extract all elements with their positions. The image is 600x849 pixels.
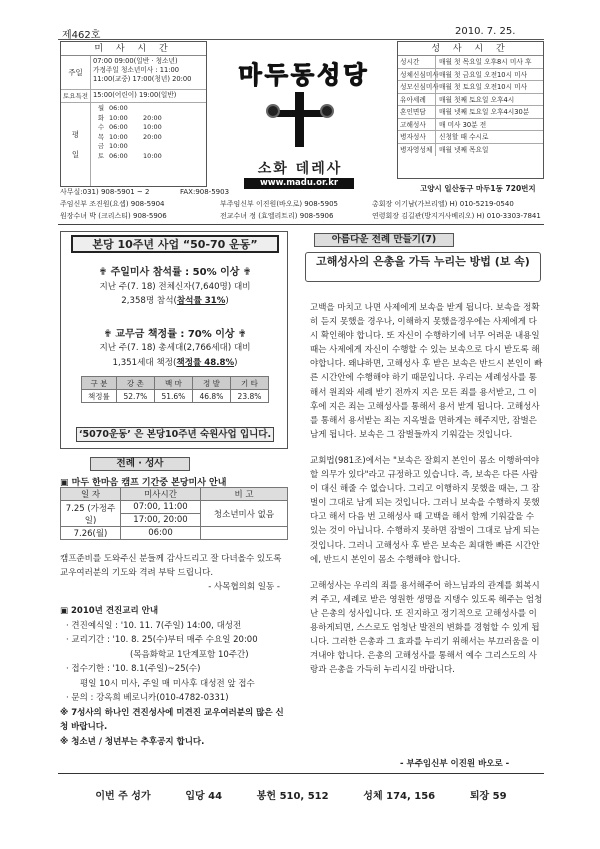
table-cell: 52.7% <box>116 390 154 403</box>
confirmation-line: · 접수기한 : '10. 8.1(주일)~25(수) <box>66 664 201 674</box>
contact-list <box>60 186 544 222</box>
weekday-times <box>91 103 206 186</box>
confirmation-line: (목음화학교 1단계포함 10주간) <box>130 649 249 660</box>
weekday: 월 <box>97 104 105 112</box>
table-cell <box>201 527 288 540</box>
mass-schedule-box <box>60 41 207 187</box>
article-paragraph: 교회법(981조)에서는 "보속은 잘회지 본인이 몸소 이행하여야 할 의무가 있다"라고 규정하고 있습니다. 즉, 보속은 다른 사람이 대신 해줄 수 없습니다. 그리고 이행하지 못했을 때는, 그 잠벌이 그대로 남게 되는 것입니다. 그러니 보속을 수행하지 못했다고 해서 다음 번 고해성사 때 고백을 해서 함께 기워갚을 수 있는 것이 아닙니다. 수행하지 못하면 잠벌이 그대로 남게 되는 것입니다. 그러니 고해성사 후 받은 보속은 최대한 빠른 시간안에, 반드시 본인이 몸소 수행해야 합니다. <box>310 455 540 565</box>
contact-item: 원장수녀 박 (크리스티) 908-5906 <box>60 212 167 220</box>
hymn-footer <box>58 787 544 802</box>
sacrament-row <box>398 94 543 107</box>
sacrament-time: 매월 넷째 토요일 오후4시30분 <box>439 108 530 116</box>
sacrament-row <box>398 81 543 94</box>
table-header: 일 자 <box>61 488 121 501</box>
mass-row-label: 주일 <box>61 56 91 89</box>
weekday-time: 10:00 <box>109 132 128 141</box>
sacrament-label: 병자영성체 <box>398 144 436 157</box>
sacrament-label: 유아세례 <box>398 94 436 106</box>
table-cell: 17:00, 20:00 <box>121 514 201 527</box>
weekday-time: 06:00 <box>109 104 128 112</box>
weekday-time: 20:00 <box>143 113 162 122</box>
hymn-label: 이번 주 성가 <box>95 791 151 802</box>
liturgy-section-title: 전례 · 성사 <box>90 457 190 471</box>
table-cell: 7.26(월) <box>61 527 121 540</box>
tithe-rate: 책정률 48.8% <box>176 358 235 368</box>
sacrament-label: 병자성사 <box>398 131 436 143</box>
table-cell: 07:00, 11:00 <box>121 501 201 514</box>
camp-notice-sign: - 사목협의회 일동 - <box>208 582 280 592</box>
confirmation-line: · 교리기간 : '10. 8. 25(수)부터 매주 수요일 20:00 <box>66 635 258 645</box>
sacrament-row <box>398 106 543 119</box>
mass-row-saturday <box>61 90 206 103</box>
top-rule <box>58 39 544 40</box>
hymn-offertory <box>257 787 329 802</box>
tithe-goal: ✟ 교무금 책정률 : 70% 이상 ✟ <box>103 329 247 340</box>
camp-mass-table <box>60 487 288 540</box>
sacrament-time: 매월 첫 토요일 오전10시 미사 <box>439 83 528 91</box>
mass-attendance-goal: ✟ 주일미사 참석률 : 50% 이상 ✟ <box>98 267 252 278</box>
mass-row-sunday <box>61 56 206 90</box>
mass-row-weekday <box>61 103 206 186</box>
contact-item: 부주임신부 이진원(바오로) 908-5905 <box>220 200 338 208</box>
weekday: 토 <box>97 151 105 160</box>
table-cell: 23.8% <box>230 390 268 403</box>
weekday: 금 <box>97 142 105 150</box>
article-signature: - 부주임신부 이진원 바오로 - <box>400 759 510 769</box>
contact-item: 전교수녀 정 (효엘리트리) 908-5906 <box>220 212 334 220</box>
sacrament-row <box>398 56 543 69</box>
sacrament-time: 신청할 때 수시로 <box>439 133 489 141</box>
tithe-line: 지난 주(7. 18) 총세대(2,766세대) 대비 <box>99 343 251 353</box>
sacrament-time: 매월 첫 목요일 오후8시 미사 후 <box>439 58 532 66</box>
article-paragraph: 고백을 마치고 나면 사제에게 보속을 받게 됩니다. 보속을 정확히 듣지 못했을 경우나, 이해하지 못했을경우에는 사제에게 다시 확인해야 합니다. 또 자신이 수행하기에 너무 어려운 내용일 때는 사제에게 자신이 수행할 수 있는 보속으로 다시 받도록 해야합니다. 왜냐하면, 고해성사 후 받은 보속은 반드시 본인이 빠른 시간안에 수행해야 하기 때문입니다. 우리는 세례성사를 통해서 원죄와 세례 받기 전까지 지은 모든 죄를 용서받고, 그 이후에 지은 죄는 고해성사를 통해서 용서 받게 됩니다. 고해성사를 통해서 용서받는 죄는 지옥벌을 면하게는 해주지만, 잠벌은 남게 됩니다. 보속은 그 잠벌들까지 기워갚는 것입니다. <box>310 303 543 440</box>
contact-item: 사무실:031) 908-5901 ~ 2 <box>60 188 150 196</box>
weekday-time: 10:00 <box>143 123 162 131</box>
attendance-line: 지난 주(7. 18) 전체신자(7,640명) 대비 <box>99 282 251 292</box>
sacrament-row <box>398 144 543 157</box>
article-body <box>310 301 544 689</box>
slogan-text: ‘5070운동’ 은 본당10주년 숙원사업 입니다. <box>76 427 274 442</box>
table-header: 강 촌 <box>116 377 154 390</box>
issue-number: 제462호 <box>62 30 101 41</box>
paren: ) <box>225 296 229 306</box>
article-title: 고해성사의 은총을 가득 누리는 방법 (보 속) <box>305 252 541 282</box>
contact-item: 주임신부 조진원(요셉) 908-5904 <box>60 200 165 208</box>
weekday-time: 20:00 <box>143 132 162 141</box>
table-header: 미사시간 <box>121 488 201 501</box>
article-paragraph: 고해성사는 우리의 죄를 용서해주어 하느님과의 관계를 회복시켜 주고, 세례로 받은 영원한 생명을 지탱수 있도록 해주는 엄청난 은총의 성사입니다. 또 진지하고 정기적으로 고해성사를 이용하게되면, 스스로도 엄청난 발전의 변화를 경험할 수 있게 됩니다. 그러한 은총과 그 효과를 누리기 위해서는 부끄러움을 이겨내야 합니다. 은총의 고해성사를 통해서 예수 그리스도의 사랑과 은총을 가득히 누리시길 바랍니다. <box>310 580 543 676</box>
sacrament-time: 매월 첫 금요일 오전10시 미사 <box>439 70 528 79</box>
table-cell: 책정률 <box>82 390 117 403</box>
sacrament-schedule-box <box>397 41 544 179</box>
table-cell: 06:00 <box>121 527 201 540</box>
sacrament-row <box>398 131 543 144</box>
contact-item: 연령회장 김길관(방지거사베리오) H) 010-3303-7841 <box>372 212 541 220</box>
hymn-key: 성체 <box>363 791 383 802</box>
district-rate-table <box>81 376 269 403</box>
sacrament-time: 매 미사 30분 전 <box>439 120 487 129</box>
sacrament-label: 혼인면담 <box>398 106 436 118</box>
sacrament-row <box>398 69 543 82</box>
project-title: 본당 10주년 사업 “50-70 운동” <box>71 235 279 253</box>
table-header: 기 타 <box>230 377 268 390</box>
section-divider <box>58 224 544 225</box>
weekday-time: 06:00 <box>109 151 128 160</box>
mass-row-times: 15:00(어린이) 19:00(일반) <box>93 91 177 99</box>
table-header: 비 고 <box>201 488 288 501</box>
contact-item: FAX:908-5903 <box>180 188 230 196</box>
weekday-time: 10:00 <box>109 142 128 150</box>
hymn-number: 44 <box>208 791 223 802</box>
sacrament-time: 매월 첫째 토요일 오후4시 <box>439 95 515 104</box>
table-header: 정 발 <box>192 377 230 390</box>
mass-row-times <box>91 56 206 89</box>
hymn-key: 입당 <box>185 791 205 802</box>
confirmation-line: · 견진예식일 : '10. 11. 7(주일) 14:00, 대성전 <box>66 620 242 631</box>
website-link[interactable]: www.madu.or.kr <box>244 178 354 189</box>
liturgy-series-tag: 아름다운 전례 만들기(7) <box>314 233 454 247</box>
weekday-time: 06:00 <box>109 123 128 131</box>
sacrament-label: 성시간 <box>398 56 436 68</box>
contact-item: 총회장 이기남(가브리엘) H) 010-5219-0540 <box>372 200 514 208</box>
weekday: 목 <box>97 132 105 141</box>
mass-line: 11:00(교중) 17:00(청년) 20:00 <box>93 75 192 83</box>
hymn-recessional <box>470 787 507 802</box>
rose-icon <box>266 104 280 118</box>
anniversary-project-box <box>60 231 288 449</box>
attendance-result <box>61 294 289 308</box>
table-header: 구 분 <box>82 377 117 390</box>
parish-address: 고양시 일산동구 마두1동 720번지 <box>420 184 536 193</box>
hymn-key: 퇴장 <box>469 791 490 802</box>
table-cell: 51.6% <box>154 390 192 403</box>
mass-row-label: 평 일 <box>61 103 91 186</box>
tithe-count: 1,351세대 책정( <box>112 358 177 368</box>
confirmation-line: 평일 10시 미사, 주일 매 미사후 대성전 앞 접수 <box>80 678 255 689</box>
issue-date: 2010. 7. 25. <box>455 26 516 37</box>
confirmation-line: · 문의 : 강옥희 베로니카(010-4782-0331) <box>66 693 229 703</box>
footer-rule <box>58 773 544 774</box>
youth-note: ※ 청소년 / 청년부는 추후공지 합니다. <box>60 736 205 747</box>
camp-notice <box>60 552 290 594</box>
camp-mass-heading: ▣ 마두 한마음 캠프 기간중 본당미사 안내 <box>60 478 227 488</box>
confirmation-notice <box>60 604 290 749</box>
project-slogan <box>71 426 279 440</box>
hymn-number: 510, 512 <box>279 791 329 802</box>
table-cell: 46.8% <box>192 390 230 403</box>
attendance-count: 2,358명 참석( <box>121 296 177 306</box>
rose-icon <box>320 104 334 118</box>
tithe-result <box>61 356 289 370</box>
hymn-number: 174, 156 <box>386 791 436 802</box>
hymn-communion <box>363 787 435 802</box>
hymn-number: 59 <box>492 791 507 802</box>
patron-saint: 소화 데레사 <box>257 161 343 177</box>
hymn-entrance <box>185 787 222 802</box>
table-cell: 청소년미사 없음 <box>201 501 288 527</box>
weekday-time: 10:00 <box>143 151 162 160</box>
confirmation-note: ※ 7성사의 하나인 견진성사에 미견진 교우여러분의 많은 신청 바랍니다. <box>60 707 284 732</box>
attendance-rate: 참석률 31% <box>176 296 226 306</box>
mass-line: 가정주일 청소년미사 : 11:00 <box>93 66 180 74</box>
weekday: 수 <box>97 123 105 131</box>
weekday: 화 <box>97 113 105 122</box>
parish-title: 마두동성당 <box>238 60 370 89</box>
sacrament-schedule-title: 성 사 시 간 <box>398 42 543 56</box>
confirmation-heading: ▣ 2010년 견진교리 안내 <box>60 606 159 616</box>
cross-icon-stem <box>295 92 304 147</box>
weekday-time: 10:00 <box>109 113 128 122</box>
paren: ) <box>234 358 238 368</box>
hymn-key: 봉헌 <box>256 791 277 802</box>
table-header: 백 마 <box>154 377 192 390</box>
mass-line: 07:00 09:00(일반 · 청소년) <box>93 57 178 65</box>
mass-schedule-title: 미 사 시 간 <box>61 42 206 56</box>
camp-notice-text: 캠프준비를 도와주신 분들께 감사드리고 잘 다녀올수 있도록 교우여러분의 기도와 격려 부탁 드립니다. <box>60 554 282 578</box>
table-cell: 7.25 (가정주일) <box>61 501 121 527</box>
sacrament-label: 고해성사 <box>398 119 436 131</box>
sacrament-label: 성체신심미사 <box>400 70 439 79</box>
sacrament-label: 성모신심미사 <box>400 83 439 91</box>
sacrament-row <box>398 119 543 132</box>
mass-row-label: 토요특전 <box>61 90 91 102</box>
sacrament-time: 매월 넷째 목요일 <box>439 145 489 154</box>
